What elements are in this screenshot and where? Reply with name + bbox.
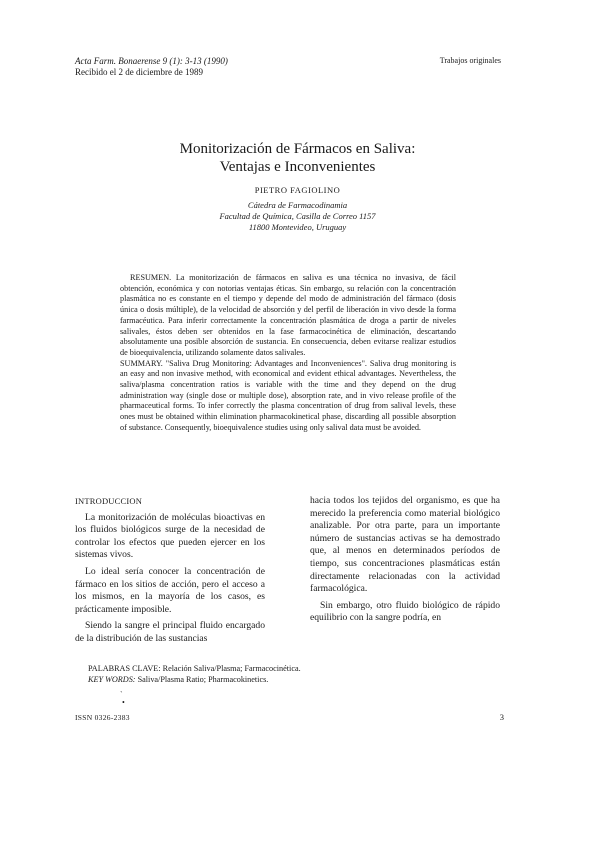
summary-label: SUMMARY. [120, 358, 163, 368]
keywords-es-label: PALABRAS CLAVE: [88, 664, 161, 673]
journal-citation: Acta Farm. Bonaerense 9 (1): 3-13 (1990) [75, 56, 228, 66]
section-label: Trabajos originales [439, 56, 501, 65]
summary-paragraph [120, 359, 456, 434]
page-number: 3 [499, 712, 504, 722]
title-line-2: Ventajas e Inconvenientes [219, 159, 376, 175]
body-paragraph: La monitorización de moléculas bioactivas en los fluidos biológicos surge de la necesidad de controlar los efectos que pueden ejercer en los sistemas vivos. [75, 511, 265, 561]
resumen-label: RESUMEN. [130, 273, 172, 282]
affiliation-line-1: Cátedra de Farmacodinamia [247, 200, 348, 210]
section-heading: INTRODUCCION [75, 496, 143, 506]
keywords-block [88, 663, 301, 685]
title-line-1: Monitorización de Fármacos en Saliva: [179, 141, 416, 157]
body-paragraph: Lo ideal sería conocer la concentración de fármaco en los sitios de acción, pero el acceso a los mismos, en la mayoría de los casos, es prácticamente imposible. [75, 565, 265, 615]
resumen-text: La monitorización de fármacos en saliva es una técnica no invasiva, de fácil obtención, económica y con notorias ventajas éticas. Sin embargo, su relación con la concentración plasmática no es constante en el tiempo y depende del modo de administración del fármaco (dosis única o dosis múltiple), de la velocidad de absorción y del perfil de liberación in vivo desde la forma farmacéutica. Para inferir correctamente la concentración plasmática de droga a partir de niveles salivales, éstos deben ser obtenidos en la fase farmacocinética de eliminación, descartando absolutamente una posible absorción de sustancia. En consecuencia, deben evitarse realizar estudios de bioequivalencia, utilizando solamente datos salivales. [120, 273, 456, 357]
affiliation-line-2: Facultad de Química, Casilla de Correo 1157 [219, 211, 376, 221]
resumen-paragraph [120, 273, 456, 359]
received-date: Recibido el 2 de diciembre de 1989 [75, 67, 203, 77]
summary-text: "Saliva Drug Monitoring: Advantages and Inconveniences". Saliva drug monitoring is an easy and non invasive method, with economical and evident ethical advantages. Nevertheless, the saliva/plasma concentration ratios is variable with the time and they depend on the drug administration way (single dose or multiple dose), absorption rate, and in vivo release profile of the pharmaceutical forms. To infer correctly the plasma concentration of drug from salival levels, these ones must be obtained within elimination pharmacokinetical phase, discarding all possible absorption of substance. Consequently, bioequivalence studies using only salival data must be avoided. [120, 358, 457, 432]
keywords-en-label: KEY WORDS: [88, 675, 136, 684]
keywords-es-text: Relación Saliva/Plasma; Farmacocinética. [162, 664, 301, 673]
author-name: PIETRO FAGIOLINO [254, 185, 341, 195]
keywords-es [88, 663, 301, 674]
body-column-left [75, 495, 265, 650]
body-paragraph: Sin embargo, otro fluido biológico de rápido equilibrio con la sangre podría, en [310, 599, 500, 624]
paper-title [0, 140, 595, 176]
scan-speck-mark: ` • [120, 690, 125, 707]
body-column-right [310, 495, 500, 629]
affiliation-line-3: 11800 Montevideo, Uruguay [248, 222, 347, 232]
author-affiliation [0, 200, 595, 233]
body-paragraph: Siendo la sangre el principal fluido encargado de la distribución de las sustancias [75, 620, 265, 644]
keywords-en [88, 674, 301, 685]
keywords-en-text: Saliva/Plasma Ratio; Pharmacokinetics. [137, 675, 269, 684]
journal-header [75, 56, 228, 78]
issn-label: ISSN 0326-2383 [75, 713, 130, 722]
abstract-block [120, 273, 456, 434]
body-paragraph: hacia todos los tejidos del organismo, es que ha merecido la preferencia como material biológico analizable. Por otra parte, para un importante número de sustancias activas se ha demostrado que, al menos en determinados períodos de tiempo, sus concentraciones plasmáticas están directamente relacionadas con la actividad farmacológica. [310, 495, 500, 595]
